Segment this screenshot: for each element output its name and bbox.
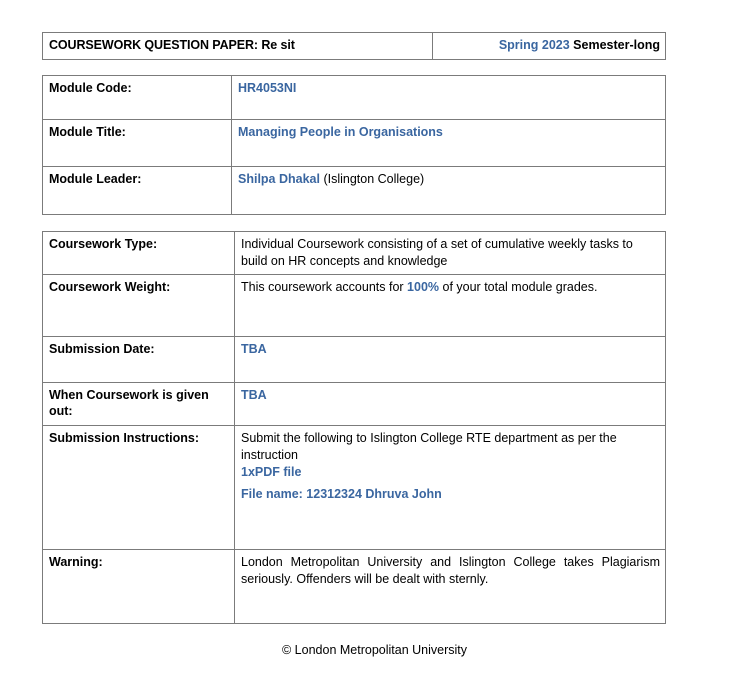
table-row <box>43 232 666 275</box>
module-code-value: HR4053NI <box>238 81 297 95</box>
term-rest-label: Semester-long <box>569 38 660 52</box>
submission-file-format: 1xPDF file <box>241 464 302 479</box>
coursework-weight-prefix: This coursework accounts for <box>241 279 408 294</box>
module-details-table <box>42 75 666 215</box>
table-row <box>43 167 666 215</box>
module-leader-value-cell <box>232 167 666 215</box>
table-row <box>43 76 666 120</box>
module-leader-label-cell <box>43 167 232 215</box>
module-code-label: Module Code: <box>49 81 132 95</box>
module-leader-label: Module Leader: <box>49 172 142 186</box>
given-out-label-cell <box>43 382 235 425</box>
table-row <box>43 382 666 425</box>
coursework-type-value-cell <box>235 232 666 275</box>
table-row <box>43 425 666 549</box>
module-leader-affiliation: (Islington College) <box>319 172 425 186</box>
table-row <box>43 120 666 167</box>
coursework-type-label: Coursework Type: <box>49 237 158 251</box>
coursework-type-value: Individual Coursework consisting of a set of cumulative weekly tasks to build on HR concepts and knowledge <box>241 237 633 268</box>
submission-date-value-cell <box>235 336 666 382</box>
coursework-weight-percent: 100% <box>407 279 440 294</box>
header-title-cell <box>43 33 433 60</box>
footer-copyright: © London Metropolitan University <box>282 643 467 657</box>
module-title-label-cell <box>43 120 232 167</box>
submission-date-label: Submission Date: <box>49 341 155 356</box>
submission-date-label-cell <box>43 336 235 382</box>
coursework-weight-value-cell <box>235 274 666 336</box>
given-out-label: When Coursework is given out: <box>49 387 209 419</box>
table-row <box>43 274 666 336</box>
module-code-label-cell <box>43 76 232 120</box>
submission-instructions-value-cell <box>235 425 666 549</box>
warning-text: London Metropolitan University and Islington College takes Plagiarism seriously. Offenders will be dealt with sternly. <box>241 554 660 586</box>
submission-date-value: TBA <box>241 341 267 356</box>
module-title-label: Module Title: <box>49 125 126 139</box>
coursework-weight-label-cell <box>43 274 235 336</box>
coursework-weight-suffix: of your total module grades. <box>439 279 598 294</box>
submission-instructions-label: Submission Instructions: <box>49 430 200 445</box>
submission-file-name: File name: 12312324 Dhruva John <box>241 487 442 502</box>
module-title-value-cell <box>232 120 666 167</box>
term-accent-label: Spring 2023 <box>498 38 570 52</box>
module-title-value: Managing People in Organisations <box>238 125 443 139</box>
table-row <box>43 549 666 623</box>
submission-instructions-label-cell <box>43 425 235 549</box>
given-out-value: TBA <box>241 387 267 402</box>
module-code-value-cell <box>232 76 666 120</box>
table-row <box>43 336 666 382</box>
page-title: COURSEWORK QUESTION PAPER: Re sit <box>49 38 295 52</box>
given-out-value-cell <box>235 382 666 425</box>
module-leader-value: Shilpa Dhakal <box>238 172 320 186</box>
header-banner-table <box>42 32 666 60</box>
coursework-weight-label: Coursework Weight: <box>49 279 171 294</box>
header-row <box>43 33 666 60</box>
submission-instructions-line1: Submit the following to Islington College RTE department as per the instruction <box>241 430 617 462</box>
header-term-cell <box>433 33 666 60</box>
warning-label-cell <box>43 549 235 623</box>
coursework-details-table <box>42 231 666 624</box>
warning-label: Warning: <box>49 554 103 569</box>
warning-value-cell <box>235 549 666 623</box>
coursework-type-label-cell <box>43 232 235 275</box>
